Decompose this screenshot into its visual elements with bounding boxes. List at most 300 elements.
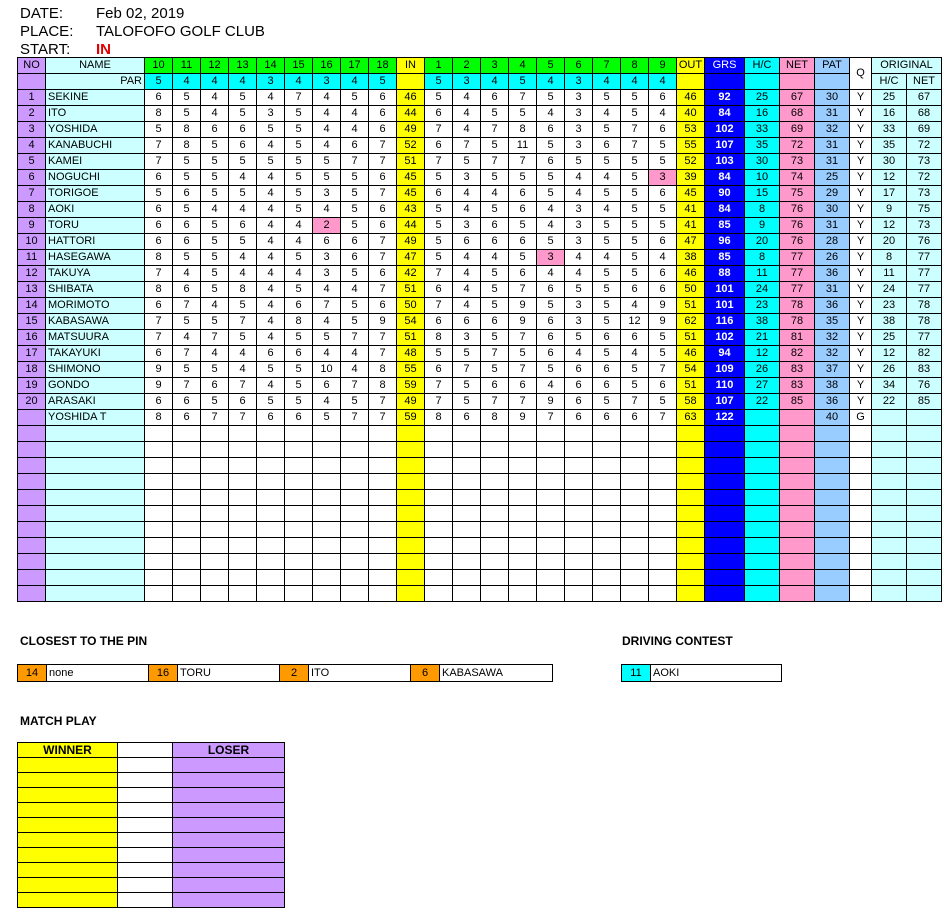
score-out bbox=[565, 554, 593, 570]
score-in: 10 bbox=[313, 362, 341, 378]
score-in bbox=[257, 490, 285, 506]
score-in: 3 bbox=[257, 106, 285, 122]
gross bbox=[705, 538, 745, 554]
par-in: 4 bbox=[173, 74, 201, 90]
score-in bbox=[341, 554, 369, 570]
score-in: 5 bbox=[145, 122, 173, 138]
match-row bbox=[18, 803, 285, 818]
score-in bbox=[201, 490, 229, 506]
score-in bbox=[313, 506, 341, 522]
score-out bbox=[593, 538, 621, 554]
match-mid-cell bbox=[118, 863, 173, 878]
out-total: 53 bbox=[677, 122, 705, 138]
score-out: 5 bbox=[453, 378, 481, 394]
player-row bbox=[18, 250, 942, 266]
score-out: 5 bbox=[453, 346, 481, 362]
score-out: 3 bbox=[649, 170, 677, 186]
score-out: 5 bbox=[425, 202, 453, 218]
score-out bbox=[425, 442, 453, 458]
original-hc: 25 bbox=[872, 90, 907, 106]
original-hc: 11 bbox=[872, 266, 907, 282]
score-out bbox=[509, 442, 537, 458]
out-total: 39 bbox=[677, 170, 705, 186]
net: 85 bbox=[780, 394, 815, 410]
score-in: 7 bbox=[173, 346, 201, 362]
original-net: 76 bbox=[907, 234, 942, 250]
score-out: 7 bbox=[537, 410, 565, 426]
score-in bbox=[145, 554, 173, 570]
score-in: 7 bbox=[369, 346, 397, 362]
score-out: 4 bbox=[453, 202, 481, 218]
driving-hole: 11 bbox=[622, 665, 651, 681]
score-out: 6 bbox=[509, 186, 537, 202]
score-out: 4 bbox=[537, 218, 565, 234]
score-out bbox=[509, 586, 537, 602]
player-row bbox=[18, 298, 942, 314]
score-in bbox=[285, 586, 313, 602]
player-no: 12 bbox=[18, 266, 46, 282]
score-in bbox=[145, 538, 173, 554]
score-in: 6 bbox=[341, 234, 369, 250]
score-out: 6 bbox=[565, 378, 593, 394]
score-in bbox=[341, 586, 369, 602]
score-in: 7 bbox=[341, 410, 369, 426]
original-hc: 9 bbox=[872, 202, 907, 218]
gross: 109 bbox=[705, 362, 745, 378]
score-out bbox=[649, 506, 677, 522]
player-name bbox=[46, 522, 145, 538]
score-out: 5 bbox=[621, 250, 649, 266]
score-out: 5 bbox=[593, 394, 621, 410]
player-row bbox=[18, 394, 942, 410]
in-total bbox=[397, 442, 425, 458]
score-out: 5 bbox=[593, 346, 621, 362]
score-out bbox=[509, 426, 537, 442]
score-in bbox=[313, 538, 341, 554]
match-mid-cell bbox=[118, 893, 173, 908]
out-total bbox=[677, 506, 705, 522]
player-row bbox=[18, 218, 942, 234]
score-out: 5 bbox=[621, 362, 649, 378]
original-hc bbox=[872, 442, 907, 458]
original-hc bbox=[872, 474, 907, 490]
score-in: 4 bbox=[201, 298, 229, 314]
place-line bbox=[20, 23, 265, 40]
putts: 30 bbox=[815, 90, 850, 106]
original-hc: 24 bbox=[872, 282, 907, 298]
col-header: H/C bbox=[745, 58, 780, 74]
score-in: 5 bbox=[285, 330, 313, 346]
player-name: KAMEI bbox=[46, 154, 145, 170]
player-no: 19 bbox=[18, 378, 46, 394]
original-hc: 16 bbox=[872, 106, 907, 122]
out-total: 40 bbox=[677, 106, 705, 122]
q-flag bbox=[850, 490, 872, 506]
score-in: 4 bbox=[257, 298, 285, 314]
score-out bbox=[565, 426, 593, 442]
score-in: 3 bbox=[313, 186, 341, 202]
score-out: 5 bbox=[621, 234, 649, 250]
par-row bbox=[18, 74, 942, 90]
putts: 31 bbox=[815, 218, 850, 234]
player-no: 3 bbox=[18, 122, 46, 138]
score-in bbox=[173, 458, 201, 474]
q-flag: Y bbox=[850, 138, 872, 154]
original-hc bbox=[872, 554, 907, 570]
score-in bbox=[229, 570, 257, 586]
player-no: 4 bbox=[18, 138, 46, 154]
player-name bbox=[46, 426, 145, 442]
score-in bbox=[201, 506, 229, 522]
score-out: 9 bbox=[537, 394, 565, 410]
score-in bbox=[145, 490, 173, 506]
closest-name-2: TORU bbox=[178, 665, 280, 681]
original-net: 82 bbox=[907, 346, 942, 362]
score-in bbox=[173, 474, 201, 490]
score-out: 4 bbox=[593, 106, 621, 122]
player-name: TORIGOE bbox=[46, 186, 145, 202]
par-in: 5 bbox=[369, 74, 397, 90]
handicap bbox=[745, 474, 780, 490]
score-in: 5 bbox=[285, 250, 313, 266]
net: 68 bbox=[780, 106, 815, 122]
putts: 28 bbox=[815, 234, 850, 250]
score-in: 6 bbox=[285, 298, 313, 314]
score-out: 3 bbox=[565, 122, 593, 138]
in-total: 45 bbox=[397, 170, 425, 186]
in-total bbox=[397, 522, 425, 538]
score-in: 4 bbox=[313, 202, 341, 218]
score-in: 4 bbox=[285, 266, 313, 282]
score-out: 6 bbox=[537, 122, 565, 138]
gross: 94 bbox=[705, 346, 745, 362]
score-out: 5 bbox=[593, 218, 621, 234]
score-out: 6 bbox=[565, 362, 593, 378]
score-in bbox=[285, 458, 313, 474]
score-in bbox=[201, 474, 229, 490]
score-out: 3 bbox=[565, 298, 593, 314]
score-in bbox=[369, 538, 397, 554]
in-total: 49 bbox=[397, 234, 425, 250]
putts: 38 bbox=[815, 378, 850, 394]
score-in: 8 bbox=[145, 250, 173, 266]
score-out bbox=[453, 458, 481, 474]
q-flag bbox=[850, 554, 872, 570]
score-in: 4 bbox=[229, 346, 257, 362]
score-out: 4 bbox=[453, 266, 481, 282]
score-out bbox=[537, 490, 565, 506]
score-in: 5 bbox=[341, 218, 369, 234]
score-out bbox=[425, 474, 453, 490]
original-net bbox=[907, 506, 942, 522]
score-in: 7 bbox=[173, 298, 201, 314]
player-row bbox=[18, 330, 942, 346]
original-hc: 12 bbox=[872, 346, 907, 362]
player-name: HATTORI bbox=[46, 234, 145, 250]
handicap: 33 bbox=[745, 122, 780, 138]
score-in: 4 bbox=[229, 202, 257, 218]
original-net: 76 bbox=[907, 378, 942, 394]
q-flag: Y bbox=[850, 362, 872, 378]
score-in: 5 bbox=[313, 170, 341, 186]
score-out bbox=[509, 490, 537, 506]
score-out bbox=[537, 554, 565, 570]
in-total bbox=[397, 426, 425, 442]
net-par bbox=[780, 74, 815, 90]
original-net bbox=[907, 442, 942, 458]
original-net bbox=[907, 474, 942, 490]
player-no: 20 bbox=[18, 394, 46, 410]
score-out: 4 bbox=[593, 170, 621, 186]
score-in bbox=[285, 570, 313, 586]
player-row bbox=[18, 378, 942, 394]
score-in: 6 bbox=[173, 218, 201, 234]
score-in: 4 bbox=[341, 106, 369, 122]
score-in: 7 bbox=[145, 154, 173, 170]
score-out: 7 bbox=[621, 138, 649, 154]
score-out: 5 bbox=[425, 346, 453, 362]
player-name bbox=[46, 442, 145, 458]
player-no bbox=[18, 506, 46, 522]
score-out: 7 bbox=[425, 154, 453, 170]
score-in: 7 bbox=[341, 378, 369, 394]
score-in: 5 bbox=[285, 170, 313, 186]
q-flag: Y bbox=[850, 90, 872, 106]
score-in bbox=[145, 426, 173, 442]
col-header: 1 bbox=[425, 58, 453, 74]
handicap: 10 bbox=[745, 170, 780, 186]
net: 77 bbox=[780, 282, 815, 298]
col-header: GRS bbox=[705, 58, 745, 74]
loser-cell bbox=[173, 848, 285, 863]
player-row bbox=[18, 314, 942, 330]
putts bbox=[815, 458, 850, 474]
score-in bbox=[341, 506, 369, 522]
score-in: 4 bbox=[313, 346, 341, 362]
putts: 26 bbox=[815, 250, 850, 266]
score-out: 9 bbox=[509, 298, 537, 314]
score-out: 6 bbox=[481, 314, 509, 330]
handicap bbox=[745, 570, 780, 586]
score-in: 7 bbox=[369, 186, 397, 202]
gross: 101 bbox=[705, 282, 745, 298]
original-net: 67 bbox=[907, 90, 942, 106]
score-out: 5 bbox=[425, 250, 453, 266]
score-in: 5 bbox=[229, 298, 257, 314]
out-total: 50 bbox=[677, 282, 705, 298]
score-out: 6 bbox=[425, 186, 453, 202]
score-in: 6 bbox=[285, 410, 313, 426]
score-in: 7 bbox=[369, 394, 397, 410]
score-in: 7 bbox=[229, 410, 257, 426]
score-in: 6 bbox=[173, 282, 201, 298]
in-total: 44 bbox=[397, 218, 425, 234]
original-net: 73 bbox=[907, 218, 942, 234]
player-row bbox=[18, 234, 942, 250]
player-no: 1 bbox=[18, 90, 46, 106]
closest-name-4: KABASAWA bbox=[442, 667, 503, 679]
score-in bbox=[257, 442, 285, 458]
score-out: 7 bbox=[453, 138, 481, 154]
score-out: 7 bbox=[649, 362, 677, 378]
player-row bbox=[18, 154, 942, 170]
score-in: 5 bbox=[173, 362, 201, 378]
player-name bbox=[46, 474, 145, 490]
original-net bbox=[907, 570, 942, 586]
score-in: 5 bbox=[229, 234, 257, 250]
q-flag: Y bbox=[850, 170, 872, 186]
score-out: 6 bbox=[481, 218, 509, 234]
original-hc: 38 bbox=[872, 314, 907, 330]
gross bbox=[705, 586, 745, 602]
score-out: 7 bbox=[509, 330, 537, 346]
winner-cell bbox=[18, 863, 118, 878]
score-out: 4 bbox=[649, 106, 677, 122]
score-out: 6 bbox=[593, 378, 621, 394]
match-row bbox=[18, 818, 285, 833]
match-row bbox=[18, 893, 285, 908]
score-out: 7 bbox=[621, 122, 649, 138]
score-out: 3 bbox=[565, 202, 593, 218]
player-no: 16 bbox=[18, 330, 46, 346]
score-in bbox=[369, 586, 397, 602]
player-name bbox=[46, 490, 145, 506]
loser-cell bbox=[173, 863, 285, 878]
score-out: 5 bbox=[649, 394, 677, 410]
score-in bbox=[145, 474, 173, 490]
gross: 101 bbox=[705, 298, 745, 314]
handicap bbox=[745, 554, 780, 570]
score-in bbox=[201, 538, 229, 554]
out-total: 58 bbox=[677, 394, 705, 410]
gross bbox=[705, 490, 745, 506]
match-row bbox=[18, 848, 285, 863]
original-net: 72 bbox=[907, 170, 942, 186]
original-net bbox=[907, 554, 942, 570]
score-in: 5 bbox=[173, 250, 201, 266]
score-out: 5 bbox=[425, 234, 453, 250]
net: 76 bbox=[780, 202, 815, 218]
par-in: 5 bbox=[145, 74, 173, 90]
out-total bbox=[677, 554, 705, 570]
score-out: 5 bbox=[593, 314, 621, 330]
player-row bbox=[18, 90, 942, 106]
score-out: 5 bbox=[621, 170, 649, 186]
out-total: 41 bbox=[677, 202, 705, 218]
score-out: 12 bbox=[621, 314, 649, 330]
score-in: 5 bbox=[341, 186, 369, 202]
gross bbox=[705, 570, 745, 586]
score-in: 5 bbox=[173, 170, 201, 186]
out-total: 51 bbox=[677, 330, 705, 346]
score-in bbox=[285, 554, 313, 570]
score-in bbox=[173, 570, 201, 586]
original-net: 77 bbox=[907, 282, 942, 298]
closest-title: CLOSEST TO THE PIN bbox=[20, 634, 148, 648]
score-out: 7 bbox=[453, 362, 481, 378]
score-in: 7 bbox=[145, 266, 173, 282]
score-in bbox=[173, 554, 201, 570]
score-in: 8 bbox=[145, 410, 173, 426]
score-in: 8 bbox=[369, 378, 397, 394]
handicap: 27 bbox=[745, 378, 780, 394]
score-in: 4 bbox=[257, 378, 285, 394]
score-in: 5 bbox=[229, 154, 257, 170]
score-in: 5 bbox=[201, 250, 229, 266]
out-total: 45 bbox=[677, 186, 705, 202]
score-in bbox=[257, 554, 285, 570]
score-in: 6 bbox=[229, 394, 257, 410]
score-out: 7 bbox=[509, 282, 537, 298]
player-name bbox=[46, 586, 145, 602]
score-out: 7 bbox=[509, 154, 537, 170]
score-out: 4 bbox=[481, 250, 509, 266]
handicap: 16 bbox=[745, 106, 780, 122]
score-out bbox=[425, 458, 453, 474]
score-out bbox=[537, 442, 565, 458]
score-out bbox=[537, 426, 565, 442]
in-total: 59 bbox=[397, 410, 425, 426]
original-net: 68 bbox=[907, 106, 942, 122]
match-mid-cell bbox=[118, 878, 173, 893]
col-header: 3 bbox=[481, 58, 509, 74]
original-hc bbox=[872, 586, 907, 602]
score-out: 3 bbox=[453, 218, 481, 234]
original-hc bbox=[872, 458, 907, 474]
grs-par bbox=[705, 74, 745, 90]
score-in: 5 bbox=[341, 90, 369, 106]
score-out: 4 bbox=[453, 298, 481, 314]
gross: 85 bbox=[705, 250, 745, 266]
original-net bbox=[907, 458, 942, 474]
score-out: 6 bbox=[425, 138, 453, 154]
score-in: 8 bbox=[145, 282, 173, 298]
handicap: 8 bbox=[745, 202, 780, 218]
score-in: 4 bbox=[313, 394, 341, 410]
player-name bbox=[46, 506, 145, 522]
empty-row bbox=[18, 458, 942, 474]
original-hc bbox=[872, 490, 907, 506]
score-out: 7 bbox=[425, 298, 453, 314]
out-total bbox=[677, 426, 705, 442]
empty-row bbox=[18, 490, 942, 506]
score-out: 5 bbox=[481, 298, 509, 314]
original-net: 75 bbox=[907, 202, 942, 218]
gross bbox=[705, 554, 745, 570]
player-no: 6 bbox=[18, 170, 46, 186]
empty-row bbox=[18, 506, 942, 522]
net: 77 bbox=[780, 250, 815, 266]
driving-row bbox=[621, 664, 782, 682]
net: 73 bbox=[780, 154, 815, 170]
score-out bbox=[649, 522, 677, 538]
score-out: 5 bbox=[509, 218, 537, 234]
out-total bbox=[677, 474, 705, 490]
original-hc: 25 bbox=[872, 330, 907, 346]
start-line bbox=[20, 41, 111, 58]
net: 69 bbox=[780, 122, 815, 138]
player-name bbox=[46, 458, 145, 474]
original-net: 77 bbox=[907, 330, 942, 346]
score-in: 7 bbox=[369, 282, 397, 298]
score-in bbox=[369, 442, 397, 458]
score-in: 5 bbox=[257, 362, 285, 378]
score-in: 7 bbox=[369, 138, 397, 154]
putts: 31 bbox=[815, 282, 850, 298]
score-in bbox=[201, 426, 229, 442]
original-net: 77 bbox=[907, 250, 942, 266]
par-out: 4 bbox=[481, 74, 509, 90]
